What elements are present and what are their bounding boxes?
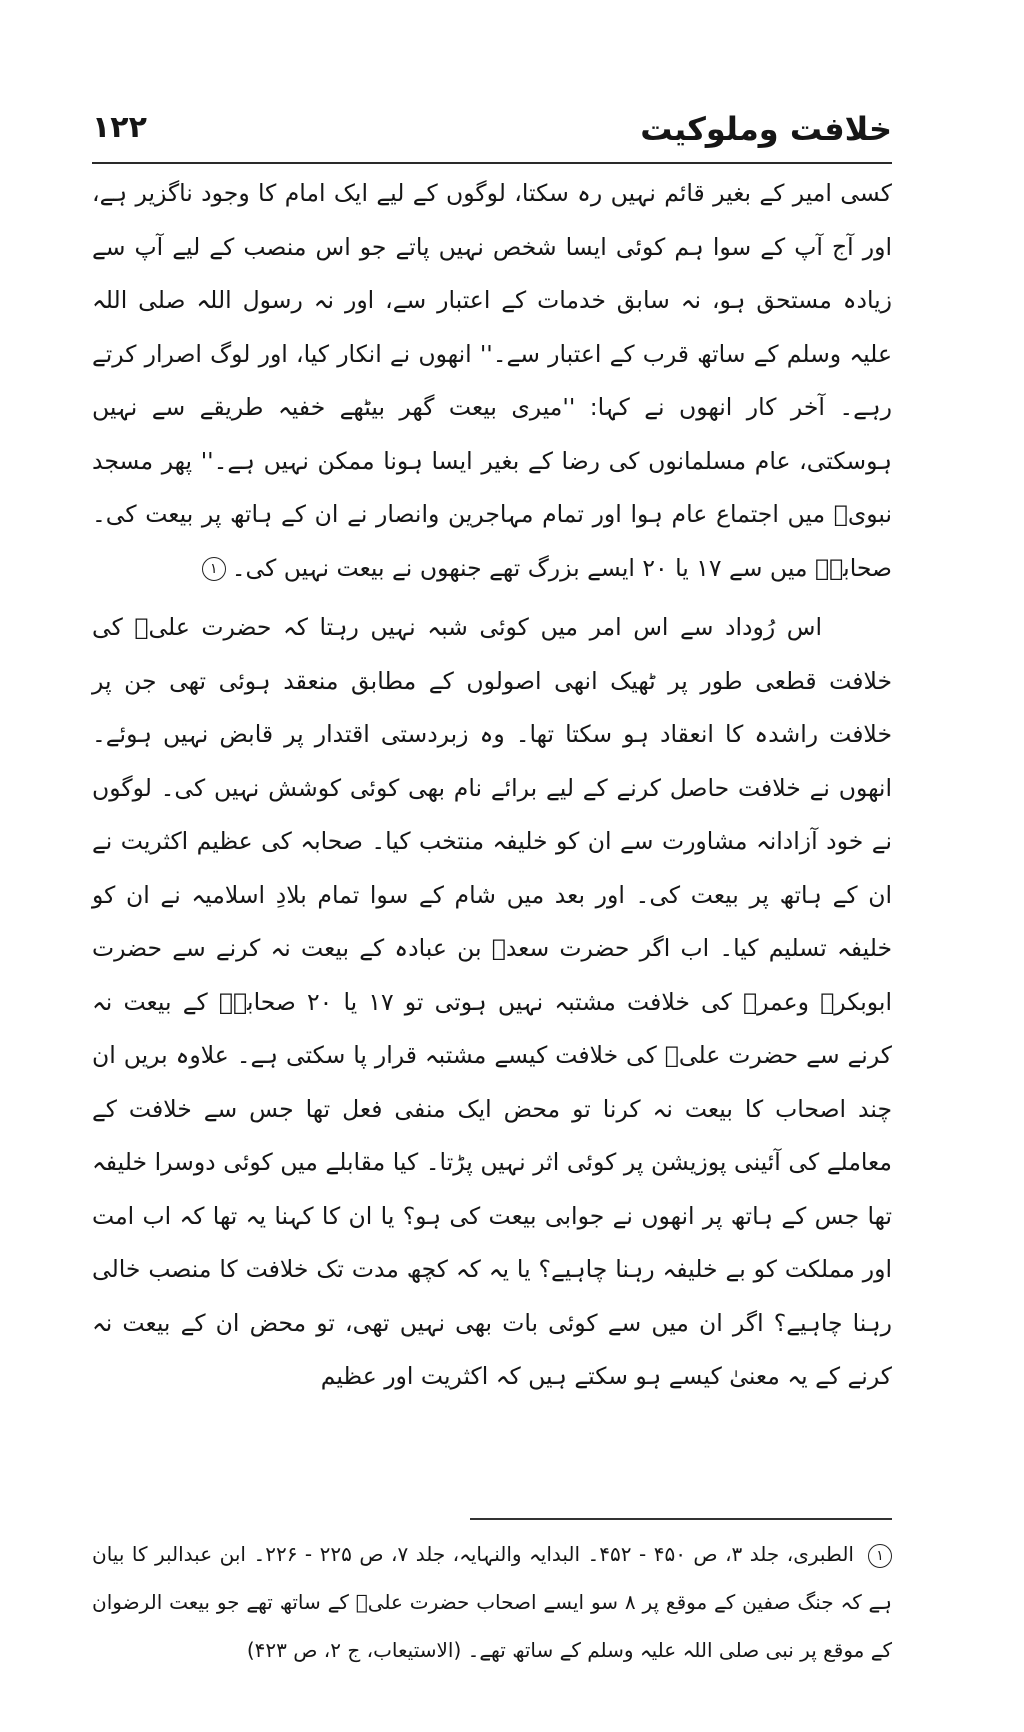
running-header bbox=[92, 104, 892, 164]
page-body bbox=[92, 167, 892, 1404]
paragraph-2-text: اس رُوداد سے اس امر میں کوئی شبہ نہیں رہتا کہ حضرت علیؓ کی خلافت قطعی طور پر ٹھیک انھی اصولوں کے مطابق منعقد ہوئی تھی جن پر خلافت راشدہ کا انعقاد ہو سکتا تھا۔ وہ زبردستی اقتدار پر قابض نہیں ہوئے۔ انھوں نے خلافت حاصل کرنے کے لیے برائے نام بھی کوئی کوشش نہیں کی۔ لوگوں نے خود آزادانہ مشاورت سے ان کو خلیفہ منتخب کیا۔ صحابہ کی عظیم اکثریت نے ان کے ہاتھ پر بیعت کی۔ اور بعد میں شام کے سوا تمام بلادِ اسلامیہ نے ان کو خلیفہ تسلیم کیا۔ اب اگر حضرت سعدؓ بن عبادہ کے بیعت نہ کرنے سے حضرت ابوبکرؓ وعمرؓ کی خلافت مشتبہ نہیں ہوتی تو ۱۷ یا ۲۰ صحابہؓ کے بیعت نہ کرنے سے حضرت علیؓ کی خلافت کیسے مشتبہ قرار پا سکتی ہے۔ علاوہ بریں ان چند اصحاب کا بیعت نہ کرنا تو محض ایک منفی فعل تھا جس سے خلافت کے معاملے کی آئینی پوزیشن پر کوئی اثر نہیں پڑتا۔ کیا مقابلے میں کوئی دوسرا خلیفہ تھا جس کے ہاتھ پر انھوں نے جوابی بیعت کی ہو؟ یا ان کا کہنا یہ تھا کہ اب امت اور مملکت کو بے خلیفہ رہنا چاہیے؟ یا یہ کہ کچھ مدت تک خلافت کا منصب خالی رہنا چاہیے؟ اگر ان میں سے کوئی بات بھی نہیں تھی، تو محض ان کے بیعت نہ کرنے کے یہ معنیٰ کیسے ہو سکتے ہیں کہ اکثریت اور عظیم bbox=[92, 613, 892, 1390]
header-rule bbox=[92, 162, 892, 164]
paragraph-2 bbox=[92, 601, 892, 1404]
book-title: خلافت وملوکیت bbox=[640, 110, 892, 148]
paragraph-1 bbox=[92, 167, 892, 595]
page-number: ۱۲۲ bbox=[92, 110, 147, 145]
footnote-reference: ۱ bbox=[202, 557, 226, 581]
footnote-text: الطبری، جلد ۳، ص ۴۵۰ - ۴۵۲۔ البدایہ والنہایہ، جلد ۷، ص ۲۲۵ - ۲۲۶۔ ابن عبدالبر کا بیان ہے کہ جنگ صفین کے موقع پر ۸ سو ایسے اصحاب حضرت علیؓ کے ساتھ تھے جو بیعت الرضوان کے موقع پر نبی صلی اللہ علیہ وسلم کے ساتھ تھے۔ (الاستیعاب، ج ۲، ص ۴۲۳) bbox=[92, 1542, 892, 1662]
footnote-number: ۱ bbox=[868, 1544, 892, 1568]
footnote-rule bbox=[470, 1518, 892, 1520]
footnotes bbox=[92, 1530, 892, 1674]
paragraph-1-text: کسی امیر کے بغیر قائم نہیں رہ سکتا، لوگوں کے لیے ایک امام کا وجود ناگزیر ہے، اور آج آپ کے سوا ہم کوئی ایسا شخص نہیں پاتے جو اس منصب کے لیے آپ سے زیادہ مستحق ہو، نہ سابق خدمات کے اعتبار سے، اور نہ رسول اللہ صلی اللہ علیہ وسلم کے ساتھ قرب کے اعتبار سے۔'' انھوں نے انکار کیا، اور لوگ اصرار کرتے رہے۔ آخر کار انھوں نے کہا: ''میری بیعت گھر بیٹھے خفیہ طریقے سے نہیں ہوسکتی، عام مسلمانوں کی رضا کے بغیر ایسا ہونا ممکن نہیں ہے۔'' پھر مسجد نبویؐ میں اجتماع عام ہوا اور تمام مہاجرین وانصار نے ان کے ہاتھ پر بیعت کی۔ صحابہؓ میں سے ۱۷ یا ۲۰ ایسے بزرگ تھے جنھوں نے بیعت نہیں کی۔ bbox=[92, 179, 892, 582]
